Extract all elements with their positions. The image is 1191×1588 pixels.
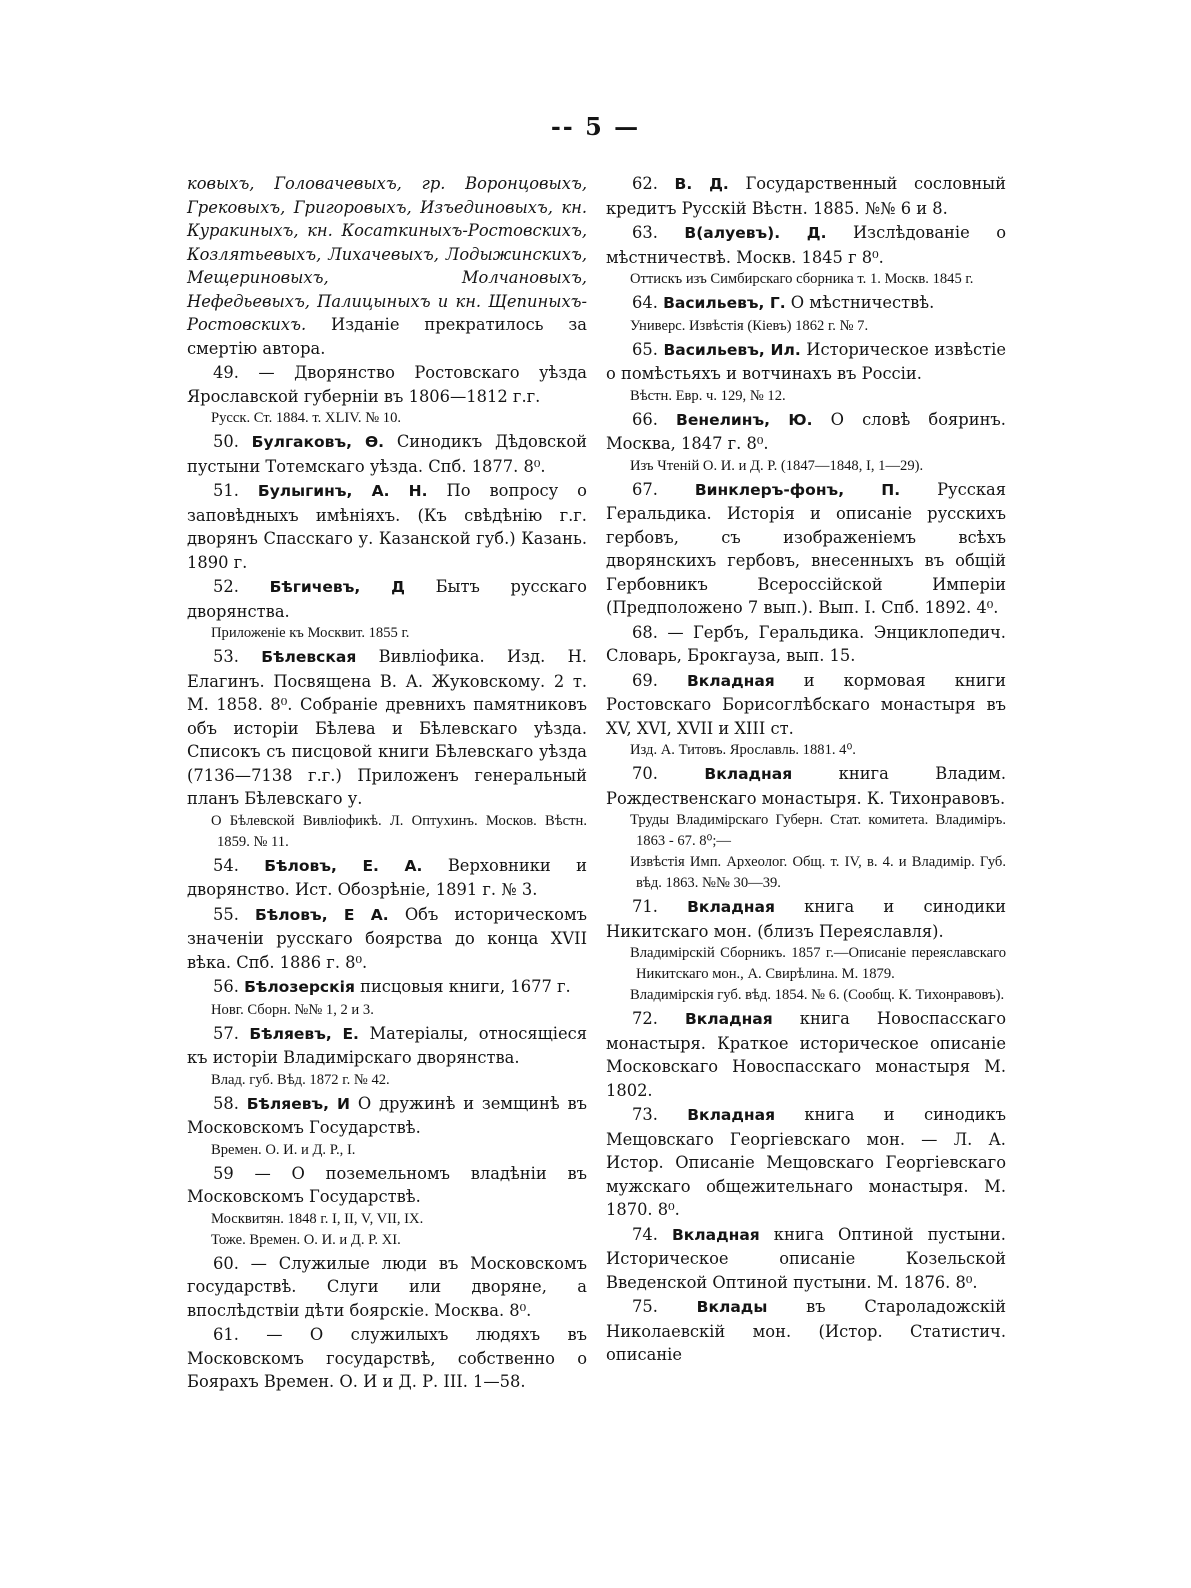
entry-63-author: В(алуевъ). Д. [684,224,827,242]
entry-71-note-2: Владимірскія губ. вѣд. 1854. № 6. (Сообщ. К. Тихонравовъ). [630,987,1005,1003]
entry-55 [187,903,587,975]
entry-67-author: Винклеръ-фонъ, П. [694,480,901,499]
left-column [187,172,587,1395]
entry-62-number: 62. [632,174,658,193]
entry-53-note: О Бѣлевской Вивліофикѣ. Л. Оптухинъ. Москов. Вѣстн. 1859. № 11. [211,812,587,850]
entry-65-number: 65. [632,339,658,359]
entry-57-number: 57. [213,1023,239,1043]
entry-62-author: В. Д. [674,175,729,193]
entry-64-note: Универс. Извѣстія (Кіевъ) 1862 г. № 7. [630,317,869,334]
entry-55-number: 55. [213,904,239,924]
entry-74-number: 74. [632,1224,658,1244]
entry-71 [606,895,1006,1006]
entry-65-text: Историческое извѣстіе о помѣстьяхъ и вотчинахъ въ Россіи. [606,339,1006,383]
entry-65 [606,338,1006,407]
entry-53-text: Вивліофика. Изд. Н. Елагинъ. Посвящена В. А. Жуковскому. 2 т. М. 1858. 8⁰. Собраніе древнихъ памятниковъ объ исторіи Бѣлева и Бѣлевскаго уѣзда. Списокъ съ писцовой книги Бѣлевскаго уѣзда (7136—7138 г.г.) Приложенъ генеральный планъ Бѣлевскаго у. [187,647,587,808]
entry-64-text: О мѣстничествѣ. [790,293,935,312]
entry-53-author: Бѣлевская [261,648,357,666]
entry-73-number: 73. [632,1105,658,1124]
entry-52-author: Бѣгичевъ, Д [269,578,405,596]
entry-56 [187,975,587,1021]
entry-72-text: книга Новоспасскаго монастыря. Краткое историческое описаніе Московскаго Новоспасскаго монастыря М. 1802. [606,1009,1006,1100]
entry-58-author: Бѣляевъ, И [246,1094,351,1113]
entry-59-note-2: Тоже. Времен. О. И. и Д. Р. XI. [211,1231,401,1248]
entry-63-text: Изслѣдованіе о мѣстничествѣ. Москв. 1845 г 8⁰. [606,223,1006,267]
entry-66-author: Венелинъ, Ю. [676,410,813,429]
entry-51 [187,479,587,574]
entry-51-text: По вопросу о заповѣдныхъ имѣніяхъ. (Къ свѣдѣнію г.г. дворянъ Спасскаго у. Казанской губ.) Казань. 1890 г. [187,481,587,572]
entry-50-author: Булгаковъ, Ѳ. [251,433,385,451]
entry-75-number: 75. [632,1297,658,1316]
entry-75-author: Вклады [696,1298,768,1316]
entry-66-text: О словѣ бояринъ. Москва, 1847 г. 8⁰. [606,409,1006,453]
entry-70-note-2: Извѣстія Имп. Археолог. Общ. т. IV, в. 4. и Владимір. Губ. вѣд. 1863. №№ 30—39. [630,854,1006,891]
entry-65-author: Васильевъ, Ил. [663,340,801,359]
entry-49-text: 49. — Дворянство Ростовскаго уѣзда Ярославской губерніи въ 1806—1812 г.г. [187,363,587,406]
entry-56-text: писцовыя книги, 1677 г. [360,977,571,996]
entry-58-number: 58. [213,1093,239,1113]
entry-53 [187,645,587,853]
entry-63 [606,221,1006,290]
entry-75 [606,1295,1006,1367]
entry-71-number: 71. [632,897,658,916]
entry-55-author: Бѣловъ, Е А. [255,905,389,924]
entry-64-author: Васильевъ, Г. [663,294,786,312]
page-number: -- 5 — [550,112,641,141]
entry-55-text: Объ историческомъ значеніи русскаго боярства до конца XVII вѣка. Спб. 1886 г. 8⁰. [187,904,587,972]
entry-71-note: Владимірскій Сборникъ. 1857 г.—Описаніе переяславскаго Никитскаго мон., А. Свирѣлина. М. 1879. [630,945,1006,982]
entry-58 [187,1092,587,1161]
entry-75-text: въ Староладожскій Николаевскій мон. (Истор. Статистич. описаніе [606,1297,1006,1364]
entry-60-text: 60. — Служилые люди въ Московскомъ государствѣ. Слуги или дворяне, а впослѣдствіи дѣти боярскіе. Москва. 8⁰. [187,1253,587,1320]
entry-54-number: 54. [213,855,239,875]
entry-52-number: 52. [213,577,239,596]
entry-73-text: книга и синодикъ Мещовскаго Георгіевскаго мон. — Л. А. Истор. Описаніе Мещовскаго Георгіевскаго мужскаго общежительнаго монастыря. М. 1870. 8⁰. [606,1105,1006,1219]
entry-59 [187,1162,587,1251]
entry-59-note: Москвитян. 1848 г. I, II, V, VII, IX. [211,1210,424,1227]
entry-66-note: Изъ Чтеній О. И. и Д. Р. (1847—1848, I, 1—29). [630,457,924,474]
entry-67-number: 67. [632,479,658,499]
entry-62-text: Государственный сословный кредитъ Русскій Вѣстн. 1885. №№ 6 и 8. [606,174,1006,218]
entry-50-number: 50. [213,432,239,451]
entry-69-note: Изд. А. Титовъ. Ярославль. 1881. 4⁰. [630,742,856,758]
entry-52-text: Бытъ русскаго дворянства. [187,577,587,621]
entry-52 [187,575,587,644]
entry-48-text: Изданіе прекратилось за смертію автора. [187,315,587,358]
entry-48-continuation [187,172,587,360]
entry-71-text: книга и синодики Никитскаго мон. (близъ Переяславля). [606,897,1006,941]
entry-69-author: Вкладная [686,671,775,690]
entry-69 [606,669,1006,762]
entry-49 [187,361,587,429]
entry-48-italic-names: ковыхъ, Головачевыхъ, гр. Воронцовыхъ, Грековыхъ, Григоровыхъ, Изъединовыхъ, кн. Куракиныхъ, кн. Косаткиныхъ-Ростовскихъ, Козлятьевыхъ, Лихачевыхъ, Лодыжинскихъ, Мещериновыхъ, Молчановыхъ, Нефедьевыхъ, Палицыныхъ и кн. Щепиныхъ-Ростовскихъ. [187,174,587,334]
entry-61-text: 61. — О служилыхъ людяхъ въ Московскомъ государствѣ, собственно о Боярахъ Времен. О. И и Д. Р. III. 1—58. [187,1325,587,1391]
entry-73 [606,1103,1006,1222]
entry-67-text: Русская Геральдика. Исторія и описаніе русскихъ гербовъ, съ изображеніемъ всѣхъ дворянскихъ гербовъ, внесенныхъ въ общій Гербовникъ Всероссійской Имперіи (Предположено 7 вып.). Вып. I. Спб. 1892. 4⁰. [606,479,1006,617]
entry-56-number: 56. [213,977,239,996]
entry-65-note: Вѣстн. Евр. ч. 129, № 12. [630,387,786,404]
entry-72 [606,1007,1006,1102]
entry-52-note: Приложеніе къ Москвит. 1855 г. [211,625,410,641]
entry-56-note: Новг. Сборн. №№ 1, 2 и 3. [211,1001,374,1018]
entry-54-text: Верховники и дворянство. Ист. Обозрѣніе, 1891 г. № 3. [187,855,587,899]
entry-63-note: Оттискъ изъ Симбирскаго сборника т. 1. Москв. 1845 г. [630,271,974,287]
entry-54 [187,854,587,902]
entry-57-note: Влад. губ. Вѣд. 1872 г. № 42. [211,1071,390,1088]
entry-70-note: Труды Владимірскаго Губерн. Стат. комитета. Владиміръ. 1863 - 67. 8⁰;— [630,812,1006,849]
entry-58-note: Времен. О. И. и Д. Р., I. [211,1141,356,1158]
entry-57 [187,1022,587,1091]
entry-66-number: 66. [632,409,658,429]
entry-74-author: Вкладная [671,1225,760,1244]
entry-66 [606,408,1006,477]
entry-70-number: 70. [632,764,658,783]
entry-50 [187,430,587,478]
entry-57-author: Бѣляевъ, Е. [249,1024,359,1043]
entry-70-author: Вкладная [704,765,793,783]
entry-74 [606,1223,1006,1295]
entry-64 [606,291,1006,337]
entry-58-text: О дружинѣ и земщинѣ въ Московскомъ Государствѣ. [187,1093,587,1137]
entry-62 [606,172,1006,220]
entry-74-text: книга Оптиной пустыни. Историческое описаніе Козельской Введенской Оптиной пустыни. М. 1876. 8⁰. [606,1224,1006,1292]
entry-73-author: Вкладная [687,1106,776,1124]
entry-49-note: Русск. Ст. 1884. т. XLIV. № 10. [211,410,402,426]
entry-70-text: книга Владим. Рождественскаго монастыря. К. Тихонравовъ. [606,764,1006,808]
entry-60 [187,1252,587,1323]
entry-51-author: Булыгинъ, А. Н. [257,482,428,500]
entry-72-author: Вкладная [684,1010,773,1028]
right-column [606,172,1006,1368]
entry-50-text: Синодикъ Дѣдовской пустыни Тотемскаго уѣзда. Спб. 1877. 8⁰. [187,432,587,476]
entry-68 [606,621,1006,668]
entry-72-number: 72. [632,1009,658,1028]
entry-63-number: 63. [632,223,658,242]
entry-64-number: 64. [632,293,658,312]
entry-67 [606,478,1006,620]
entry-54-author: Бѣловъ, Е. А. [264,856,423,875]
entry-69-number: 69. [632,670,658,690]
entry-68-text: 68. — Гербъ, Геральдика. Энциклопедич. Словарь, Брокгауза, вып. 15. [606,622,1006,665]
entry-59-text: 59 — О поземельномъ владѣніи въ Московскомъ Государствѣ. [187,1163,587,1206]
entry-70 [606,762,1006,894]
entry-56-author: Бѣлозерскія [244,978,355,996]
entry-71-author: Вкладная [687,898,775,916]
entry-61 [187,1323,587,1394]
entry-53-number: 53. [213,647,239,666]
entry-57-text: Матеріалы, относящіеся къ исторіи Владимірскаго дворянства. [187,1023,587,1067]
entry-51-number: 51. [213,481,239,500]
entry-69-text: и кормовая книги Ростовскаго Борисоглѣбскаго монастыря въ XV, XVI, XVII и XIII ст. [606,670,1006,738]
